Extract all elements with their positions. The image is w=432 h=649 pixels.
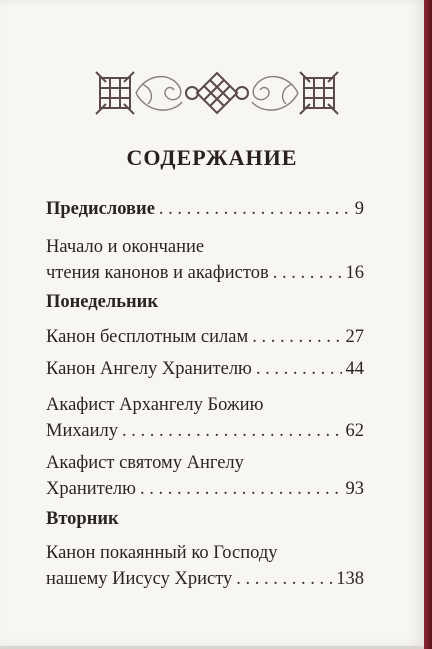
toc-entry-title: Канон покаянный ко Господу xyxy=(46,543,278,563)
toc-entry xyxy=(46,392,364,444)
toc-entry-page: 93 xyxy=(345,479,364,499)
book-cover-edge xyxy=(424,0,432,649)
toc-entry xyxy=(46,324,364,350)
toc-entry-page: 138 xyxy=(336,569,364,589)
toc-entry-page: 16 xyxy=(345,263,364,283)
toc-entry-title: Акафист святому Ангелу xyxy=(46,453,244,473)
dot-leader xyxy=(159,196,351,222)
toc-entry-title: Предисловие xyxy=(46,199,155,219)
toc-entry xyxy=(46,540,364,592)
toc-entry xyxy=(46,196,364,222)
dot-leader xyxy=(256,356,342,382)
section-heading-tuesday: Вторник xyxy=(46,509,119,529)
toc-entry-page: 27 xyxy=(345,327,364,347)
toc-entry-title: Начало и окончание xyxy=(46,237,205,257)
toc-entry-title: нашему Иисусу Христу xyxy=(46,569,233,589)
toc-entry-page: 44 xyxy=(345,359,364,379)
toc-entry-title: Акафист Архангелу Божию xyxy=(46,395,264,415)
toc-entry xyxy=(46,356,364,382)
toc-entry-title: Канон бесплотным силам xyxy=(46,327,249,347)
toc-entry-title: чтения канонов и акафистов xyxy=(46,263,269,283)
decorative-ornament-icon xyxy=(92,64,342,122)
dot-leader xyxy=(273,260,342,286)
toc-entry-page: 62 xyxy=(345,421,364,441)
toc-entry-page: 9 xyxy=(354,199,364,219)
toc-entry xyxy=(46,234,364,286)
toc-entry xyxy=(46,450,364,502)
dot-leader xyxy=(236,566,332,592)
toc-entry-title: Канон Ангелу Хранителю xyxy=(46,359,252,379)
dot-leader xyxy=(122,418,342,444)
dot-leader xyxy=(140,476,342,502)
dot-leader xyxy=(252,324,341,350)
toc-entry-title: Михаилу xyxy=(46,421,118,441)
toc-entry-title: Хранителю xyxy=(46,479,136,499)
section-heading-monday: Понедельник xyxy=(46,292,158,312)
page-title: СОДЕРЖАНИЕ xyxy=(126,145,298,170)
